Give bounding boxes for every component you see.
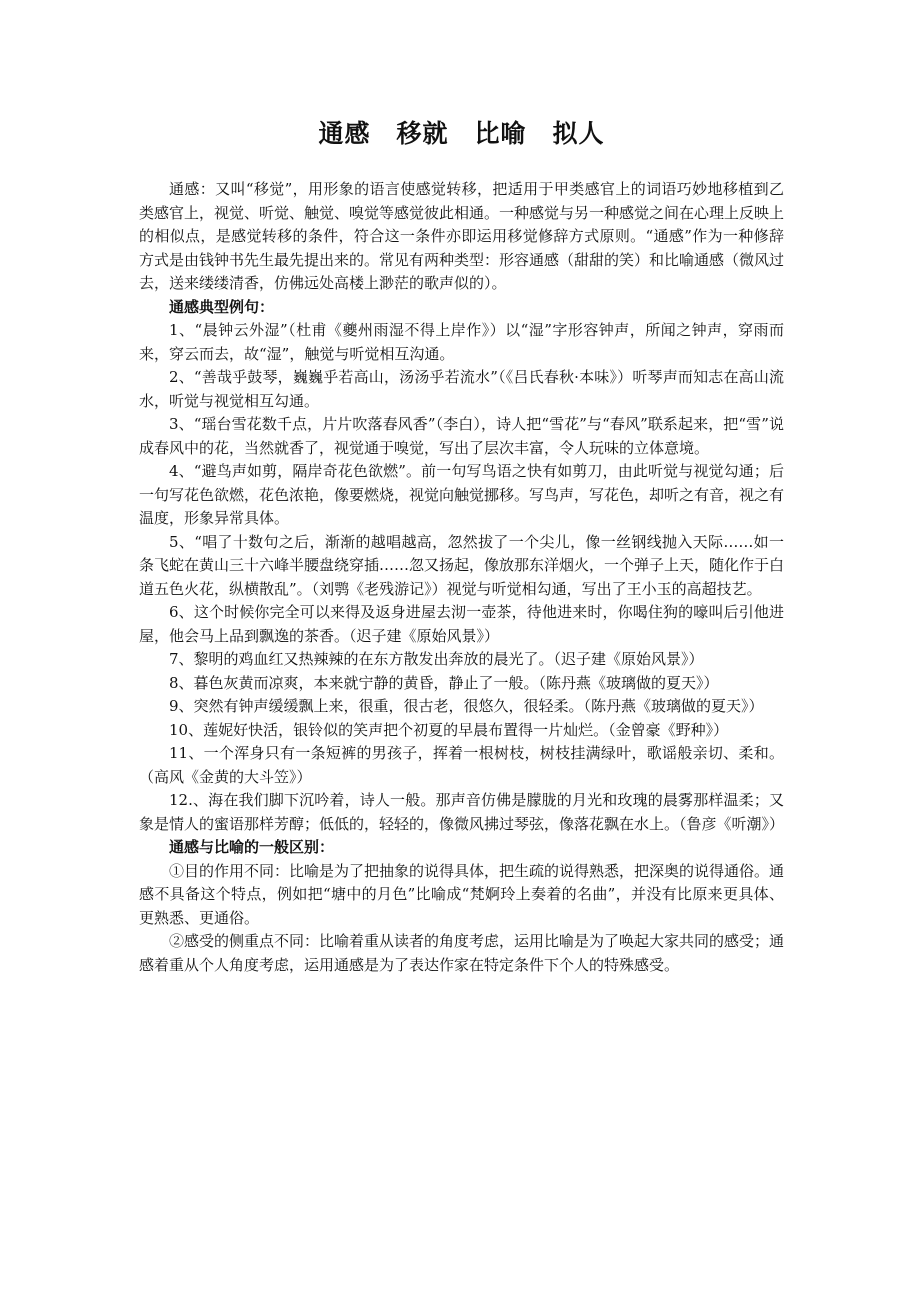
intro-paragraph: 通感：又叫“移觉”，用形象的语言使感觉转移，把适用于甲类感官上的词语巧妙地移植到乙类感官上，视觉、听觉、触觉、嗅觉等感觉彼此相通。一种感觉与另一种感觉之间在心理上反映上的相似点，是感觉转移的条件，符合这一条件亦即运用移觉修辞方式原则。“通感”作为一种修辞方式是由钱钟书先生最先提出来的。常见有两种类型：形容通感（甜甜的笑）和比喻通感（微风过去，送来缕缕清香，仿佛远处高楼上渺茫的歌声似的）。 [139,180,785,292]
example-item: 9、突然有钟声缓缓飘上来，很重，很古老，很悠久，很轻柔。（陈丹燕《玻璃做的夏天》） [169,697,764,715]
example-item: 1、“晨钟云外湿”（杜甫《夔州雨湿不得上岸作》）以“湿”字形容钟声，所闻之钟声，穿雨而来，穿云而去，故“湿”，触觉与听觉相互沟通。 [139,321,784,363]
example-item: 10、莲妮好快活，银铃似的笑声把个初夏的早晨布置得一片灿烂。（金曾豪《野种》） [169,720,729,739]
example-item: 4、“避鸟声如剪，隔岸奇花色欲燃”。前一句写鸟语之快有如剪刀，由此听觉与视觉勾通；后一句写花色欲燃，花色浓艳，像要燃烧，视觉向触觉挪移。写鸟声，写花色，却听之有音，视之有温度，形象异常具体。 [139,462,785,527]
document-page [139,112,784,977]
page-title: 通感 移就 比喻 拟人 [318,119,605,148]
example-item: 3、“瑶台雪花数千点，片片吹落春风香”（李白），诗人把“雪花”与“春风”联系起来，把“雪”说成春风中的花，当然就香了，视觉通于嗅觉，写出了层次丰富，令人玩味的立体意境。 [139,415,784,457]
example-item: 12.、海在我们脚下沉吟着，诗人一般。那声音仿佛是朦胧的月光和玫瑰的晨雾那样温柔；又象是情人的蜜语那样芳醇；低低的，轻轻的，像微风拂过琴弦，像落花飘在水上。（鲁彦《听潮》） [139,791,785,833]
example-item: 11、一个浑身只有一条短裤的男孩子，挥着一根树枝，树枝挂满绿叶，歌谣般亲切、柔和。（高风《金黄的大斗笠》） [139,744,784,786]
example-item: 2、“善哉乎鼓琴，巍巍乎若高山，汤汤乎若流水”（《吕氏春秋·本味》）听琴声而知志在高山流水，听觉与视觉相互勾通。 [139,368,784,410]
example-item: 6、这个时候你完全可以来得及返身进屋去沏一壶茶，待他进来时，你喝住狗的嚎叫后引他进屋，他会马上品到飘逸的茶香。（迟子建《原始风景》） [139,603,784,645]
example-item: 8、暮色灰黄而凉爽，本来就宁静的黄昏，静止了一般。（陈丹燕《玻璃做的夏天》） [169,673,719,692]
difference-item: ①目的作用不同：比喻是为了把抽象的说得具体，把生疏的说得熟悉，把深奥的说得通俗。通感不具备这个特点，例如把“塘中的月色”比喻成“梵婀玲上奏着的名曲”，并没有比原来更具体、更熟悉、更通俗。 [139,861,785,927]
difference-heading: 通感与比喻的一般区别： [169,838,335,856]
difference-item: ②感受的侧重点不同：比喻着重从读者的角度考虑，运用比喻是为了唤起大家共同的感受；通感着重从个人角度考虑，运用通感是为了表达作家在特定条件下个人的特殊感受。 [139,932,785,974]
example-item: 7、黎明的鸡血红又热辣辣的在东方散发出奔放的晨光了。（迟子建《原始风景》） [169,650,704,668]
example-item: 5、“唱了十数句之后，渐渐的越唱越高，忽然拔了一个尖儿，像一丝钢线抛入天际……如一条飞蛇在黄山三十六峰半腰盘绕穿插……忽又扬起，像放那东洋烟火，一个弹子上天，随化作于白道五色火花，纵横散乱”。（刘鹗《老残游记》）视觉与听觉相勾通，写出了王小玉的高超技艺。 [139,532,785,598]
examples-heading: 通感典型例句： [169,297,275,316]
